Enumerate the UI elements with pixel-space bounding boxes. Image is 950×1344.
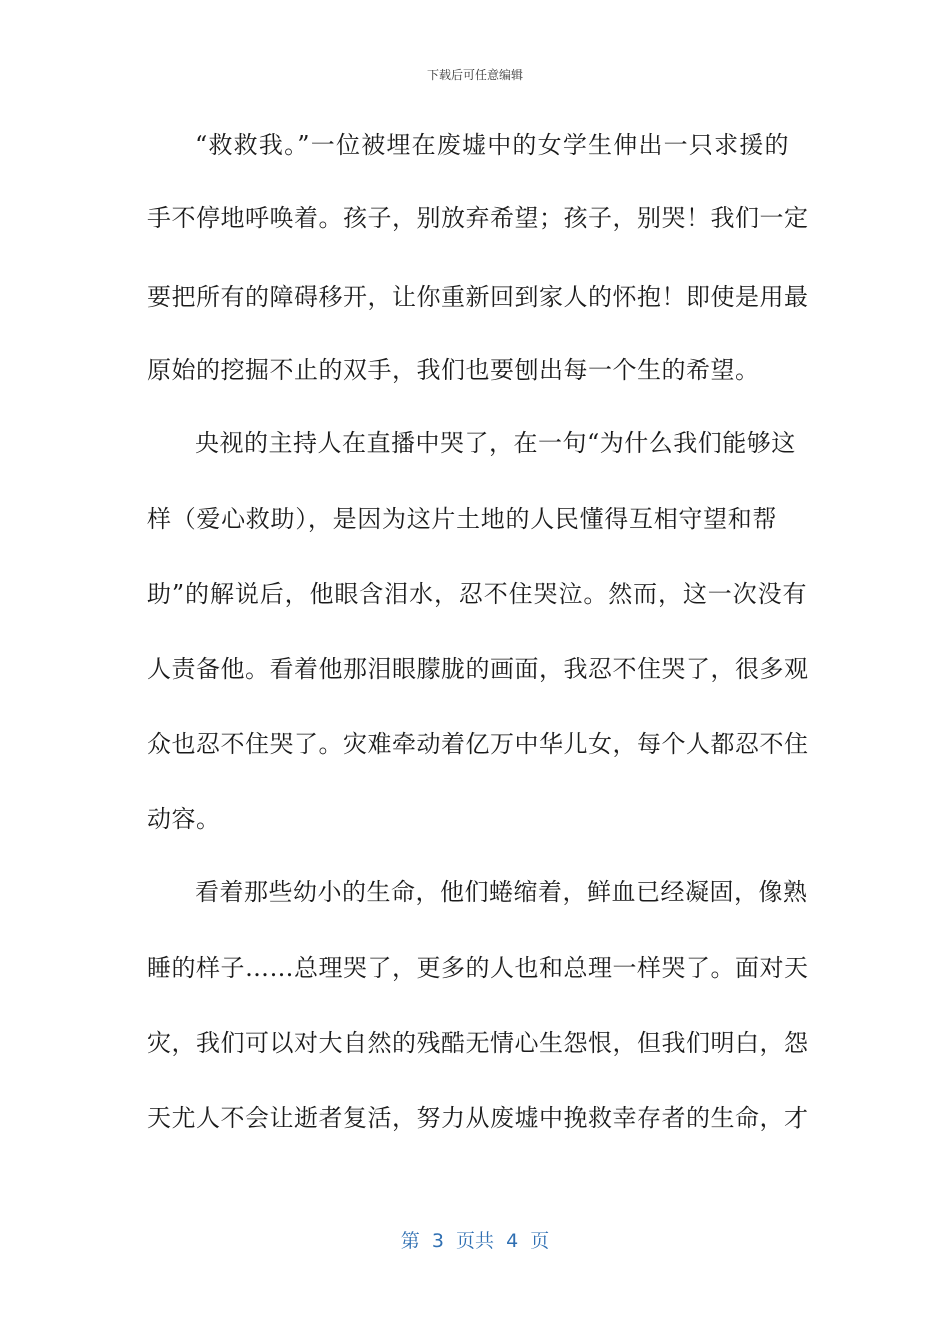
text-line-9: 众也忍不住哭了。灾难牵动着亿万中华儿女，每个人都忍不住 [147,730,809,758]
text-line-1: “救救我。”一位被埋在废墟中的女学生伸出一只求援的 [195,131,789,159]
text-line-4: 原始的挖掘不止的双手，我们也要刨出每一个生的希望。 [147,356,760,384]
text-line-11: 看着那些幼小的生命，他们蜷缩着，鲜血已经凝固，像熟 [195,878,808,906]
text-line-14: 天尤人不会让逝者复活，努力从废墟中挽救幸存者的生命，才 [147,1104,809,1132]
page-number-footer: 第 3 页共 4 页 [400,1230,550,1252]
text-line-10: 动容。 [147,805,221,833]
text-line-2: 手不停地呼唤着。孩子，别放弃希望；孩子，别哭！我们一定 [147,204,809,232]
text-line-6: 样（爱心救助），是因为这片土地的人民懂得互相守望和帮 [147,505,777,533]
text-line-8: 人责备他。看着他那泪眼朦胧的画面，我忍不住哭了，很多观 [147,655,809,683]
text-line-7: 助”的解说后，他眼含泪水，忍不住哭泣。然而，这一次没有 [147,580,807,608]
text-line-13: 灾，我们可以对大自然的残酷无情心生怨恨，但我们明白，怨 [147,1029,809,1057]
text-line-5: 央视的主持人在直播中哭了，在一句“为什么我们能够这 [195,429,796,457]
page-header: 下载后可任意编辑 [426,68,523,82]
text-line-12: 睡的样子……总理哭了，更多的人也和总理一样哭了。面对天 [147,954,809,982]
text-line-3: 要把所有的障碍移开，让你重新回到家人的怀抱！即使是用最 [147,283,809,311]
